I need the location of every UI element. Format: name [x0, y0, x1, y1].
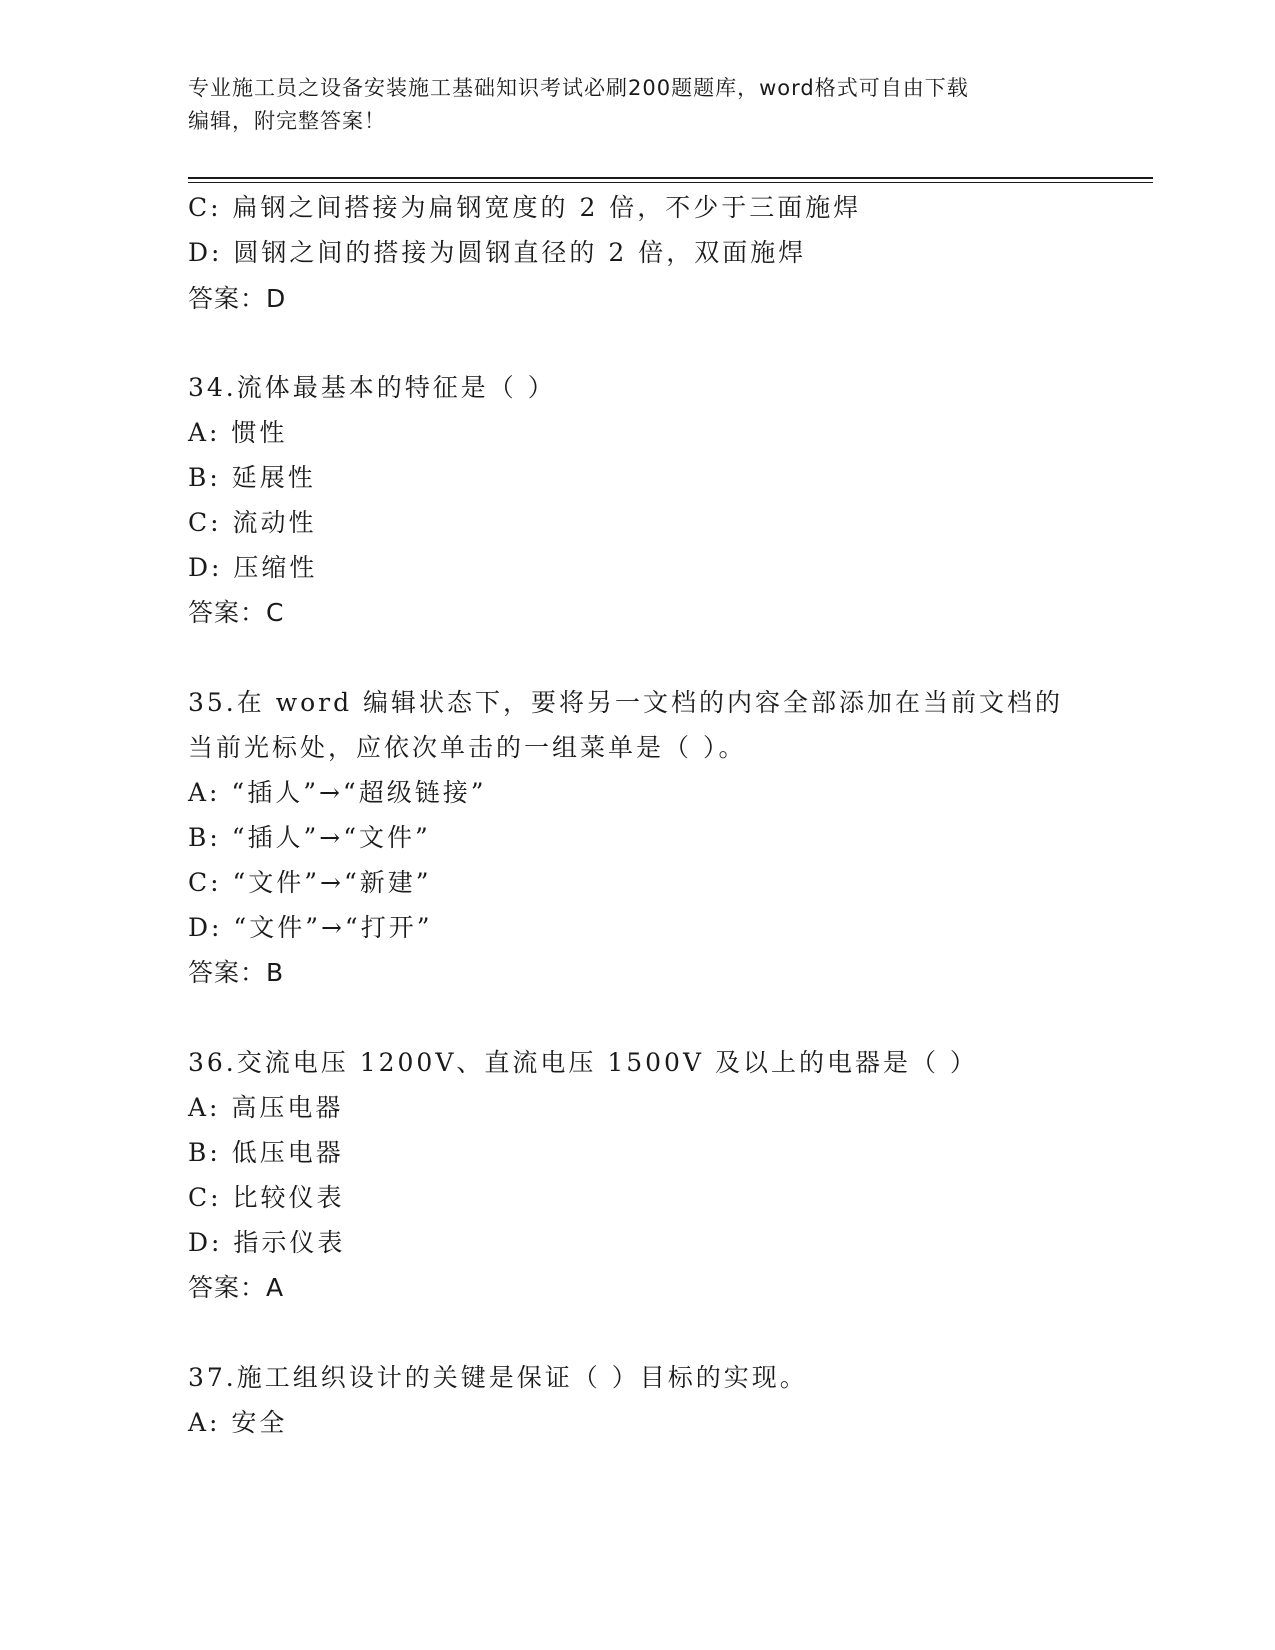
- header-title-line2: 编辑，附完整答案！: [188, 109, 386, 133]
- q36-option-b: B: 低压电器: [188, 1138, 344, 1167]
- q36-answer: 答案：A: [188, 1273, 285, 1302]
- q36-option-c: C: 比较仪表: [188, 1183, 345, 1212]
- q35-answer: 答案：B: [188, 958, 285, 987]
- q34-option-d: D: 压缩性: [188, 553, 318, 582]
- prev-option-d: D: 圆钢之间的搭接为圆钢直径的 2 倍，双面施焊: [188, 238, 807, 267]
- q37-stem: 37.施工组织设计的关键是保证（ ）目标的实现。: [188, 1363, 808, 1392]
- q35-stem-line2: 当前光标处，应依次单击的一组菜单是（ ）。: [188, 733, 747, 762]
- q36-option-a: A: 高压电器: [188, 1093, 344, 1122]
- q34-option-a: A: 惯性: [188, 418, 288, 447]
- q37-option-a: A: 安全: [188, 1408, 288, 1437]
- q35-stem-line1: 35.在 word 编辑状态下，要将另一文档的内容全部添加在当前文档的: [188, 688, 1064, 717]
- prev-option-c: C: 扁钢之间搭接为扁钢宽度的 2 倍，不少于三面施焊: [188, 193, 862, 222]
- q35-option-b: B: “插人”→“文件”: [188, 823, 431, 852]
- q36-stem: 36.交流电压 1200V、直流电压 1500V 及以上的电器是（ ）: [188, 1048, 978, 1077]
- document-header: [188, 72, 1068, 138]
- q35-option-a: A: “插人”→“超级链接”: [188, 778, 487, 807]
- q35-option-c: C: “文件”→“新建”: [188, 868, 432, 897]
- header-divider-thin: [188, 182, 1153, 183]
- q34-answer: 答案：C: [188, 598, 285, 627]
- header-title-line1: 专业施工员之设备安装施工基础知识考试必刷200题题库，word格式可自由下载: [188, 76, 969, 100]
- q36-option-d: D: 指示仪表: [188, 1228, 346, 1257]
- prev-answer: 答案：D: [188, 284, 287, 313]
- q34-stem: 34.流体最基本的特征是（ ）: [188, 373, 556, 402]
- q34-option-b: B: 延展性: [188, 463, 316, 492]
- header-divider-thick: [188, 177, 1153, 179]
- q35-option-d: D: “文件”→“打开”: [188, 913, 433, 942]
- q34-option-c: C: 流动性: [188, 508, 317, 537]
